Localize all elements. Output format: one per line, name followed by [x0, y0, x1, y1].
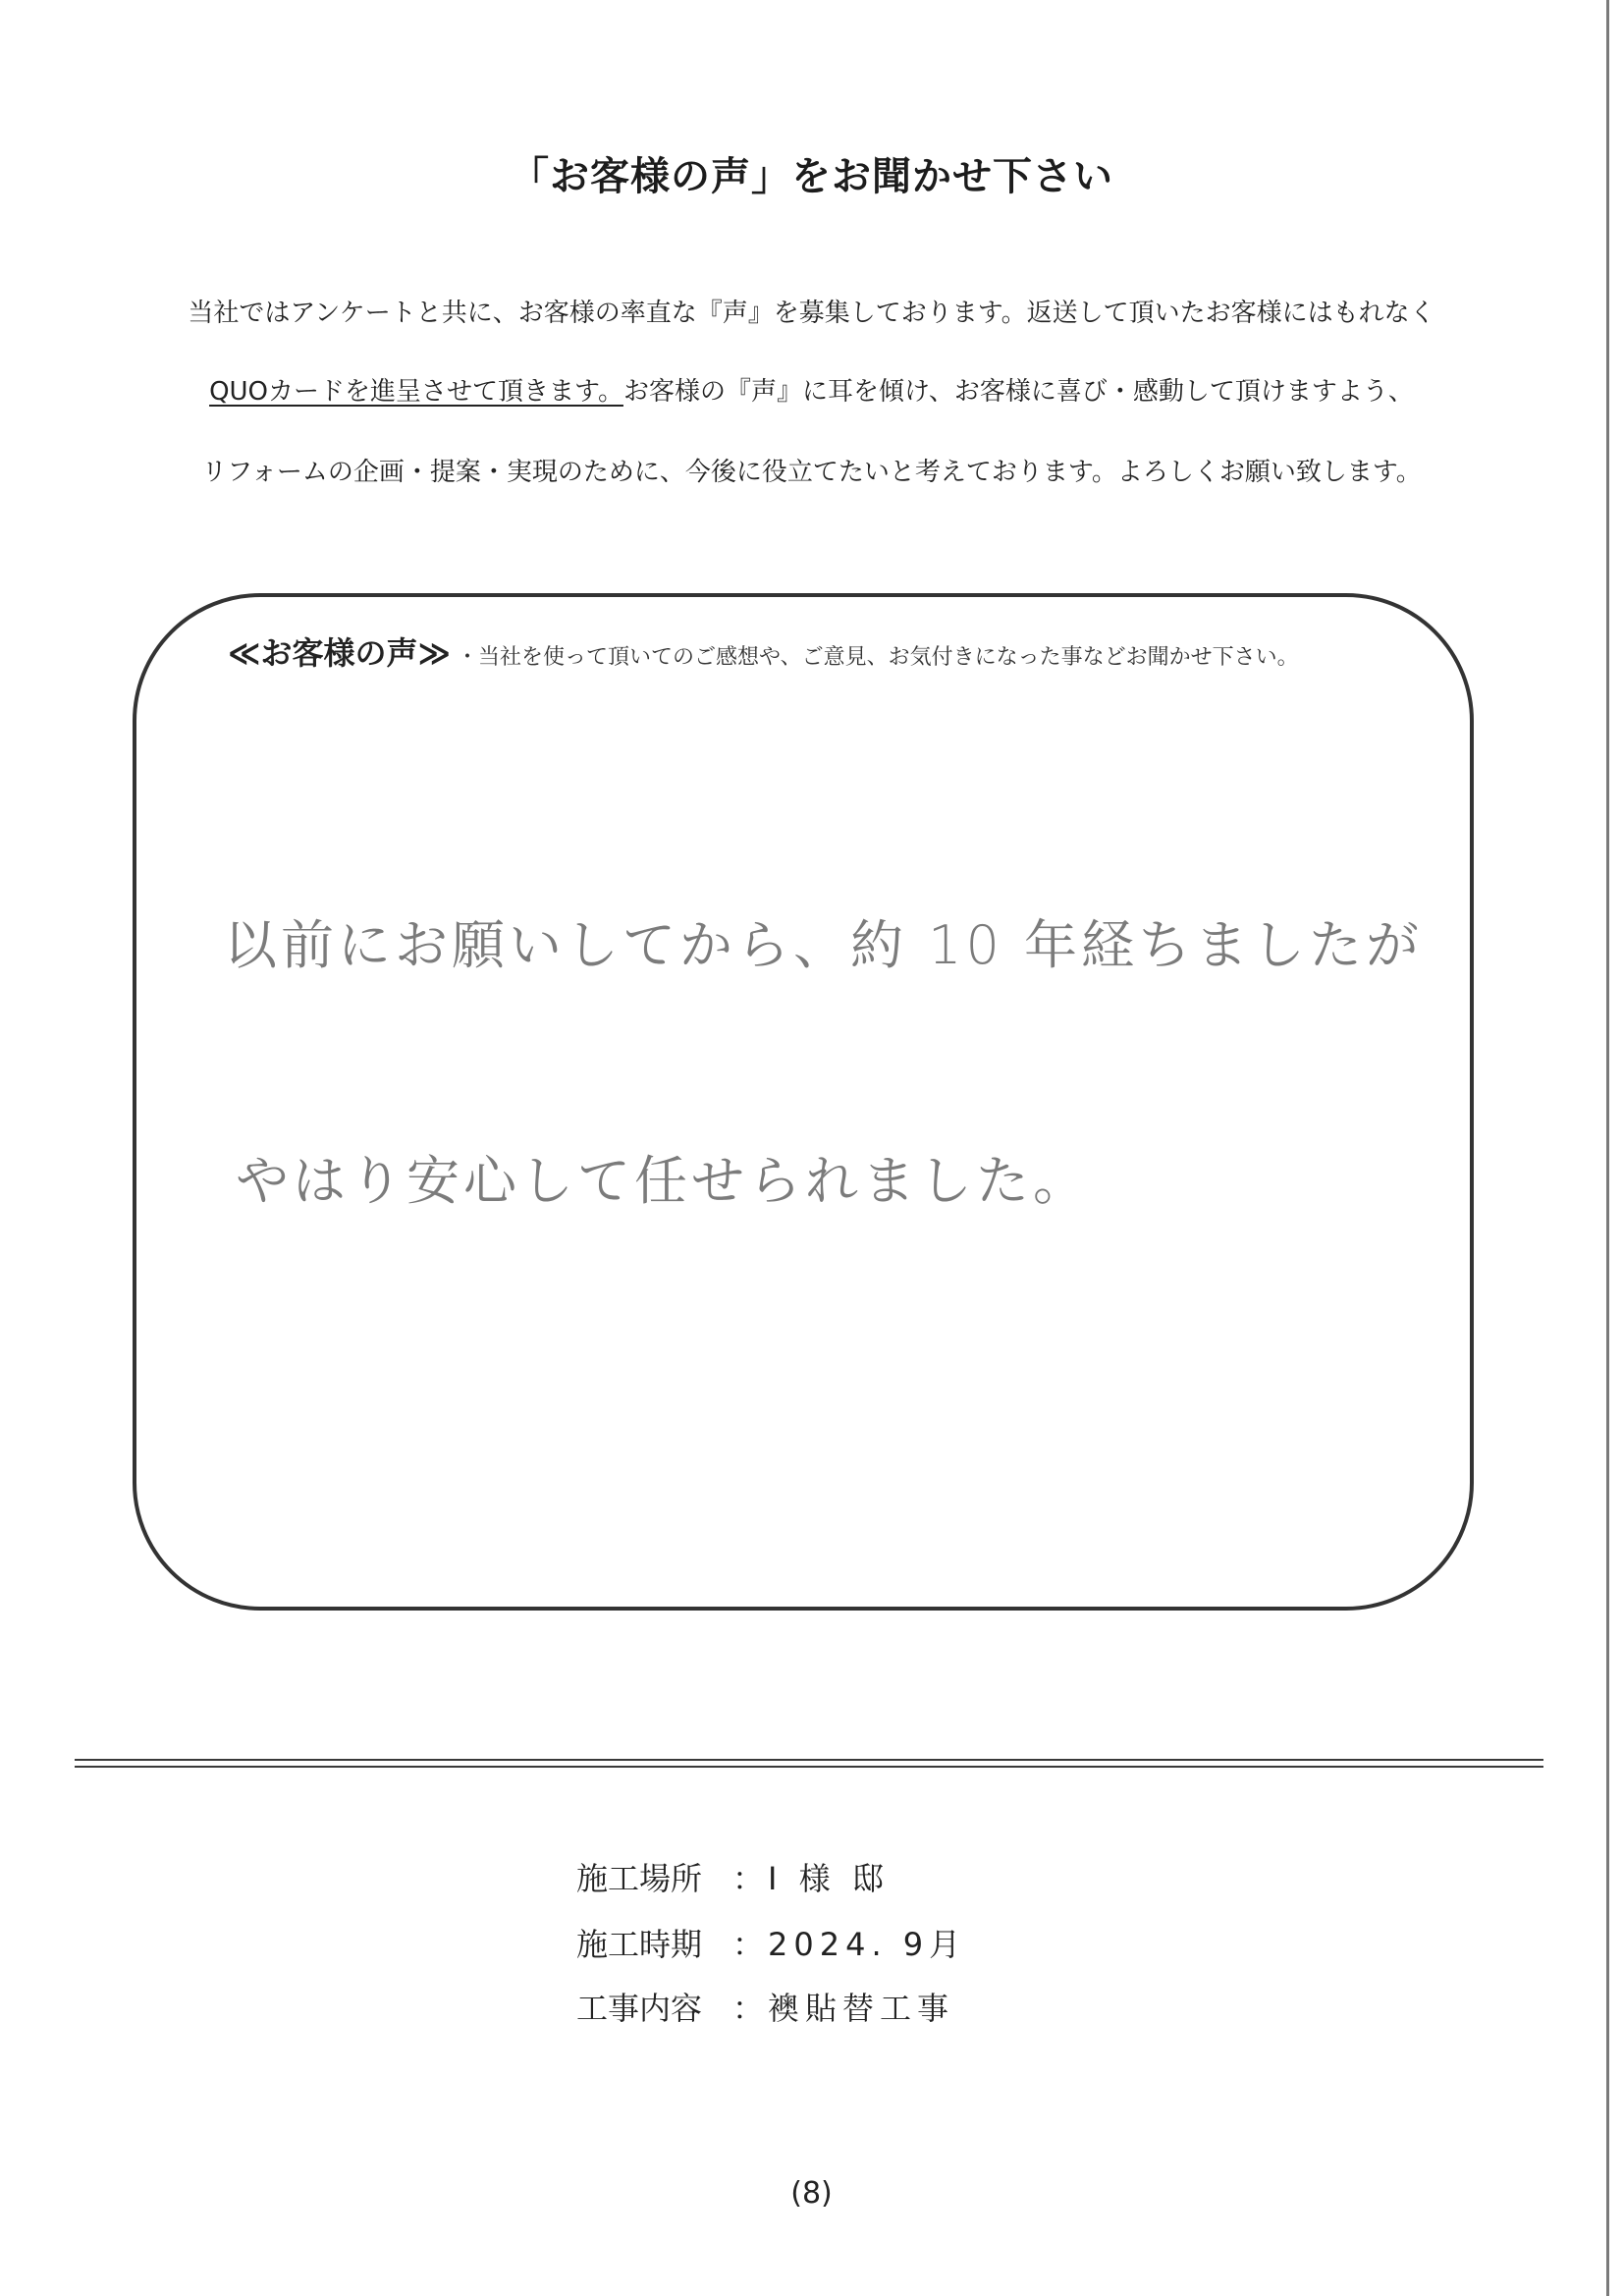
intro-line-2-text: お客様の『声』に耳を傾け、お客様に喜び・感動して頂けますよう、: [622, 377, 1414, 407]
intro-line-3: [0, 452, 1623, 488]
voice-box-label: ≪お客様の声≫: [228, 634, 452, 672]
info-row-location: [576, 1854, 890, 1899]
info-value: 襖貼替工事: [768, 1990, 955, 2027]
info-value: 2024. 9月: [768, 1926, 967, 1963]
customer-comment-line-1: 以前にお願いしてから、約 10 年経ちましたが: [224, 914, 1424, 976]
customer-voice-box: [133, 593, 1474, 1611]
voice-box-prompt: ・当社を使って頂いてのご感想や、ご意見、お気付きになった事などお聞かせ下さい。: [457, 645, 1299, 670]
section-divider-bottom: [75, 1766, 1543, 1768]
intro-line-1: [0, 293, 1623, 329]
quo-card-notice: QUOカードを進呈させて頂きます。: [209, 377, 623, 407]
info-value: I 様 邸: [768, 1860, 890, 1897]
info-label: 工事内容: [576, 1990, 703, 2027]
info-colon: ：: [731, 1860, 764, 1897]
info-label: 施工場所: [576, 1860, 703, 1897]
info-colon: ：: [731, 1926, 764, 1963]
customer-comment-line-2: やはり安心して任せられました。: [236, 1150, 1090, 1212]
page-edge: [1606, 0, 1609, 2296]
intro-line-3-text: リフォームの企画・提案・実現のために、今後に役立てたいと考えております。よろしくお願い致します。: [201, 458, 1422, 487]
intro-line-1-text: 当社ではアンケートと共に、お客様の率直な『声』を募集しております。返送して頂いたお客様にはもれなく: [188, 299, 1435, 328]
intro-line-2: [0, 371, 1623, 408]
page-number: (8): [790, 2176, 833, 2211]
info-row-work-type: [576, 1984, 954, 2029]
info-colon: ：: [731, 1990, 764, 2027]
section-divider-top: [75, 1759, 1543, 1761]
info-row-period: [576, 1920, 966, 1965]
info-label: 施工時期: [576, 1926, 703, 1963]
voice-box-heading: [228, 629, 1299, 674]
page-title: 「お客様の声」をお聞かせ下さい: [510, 154, 1113, 199]
